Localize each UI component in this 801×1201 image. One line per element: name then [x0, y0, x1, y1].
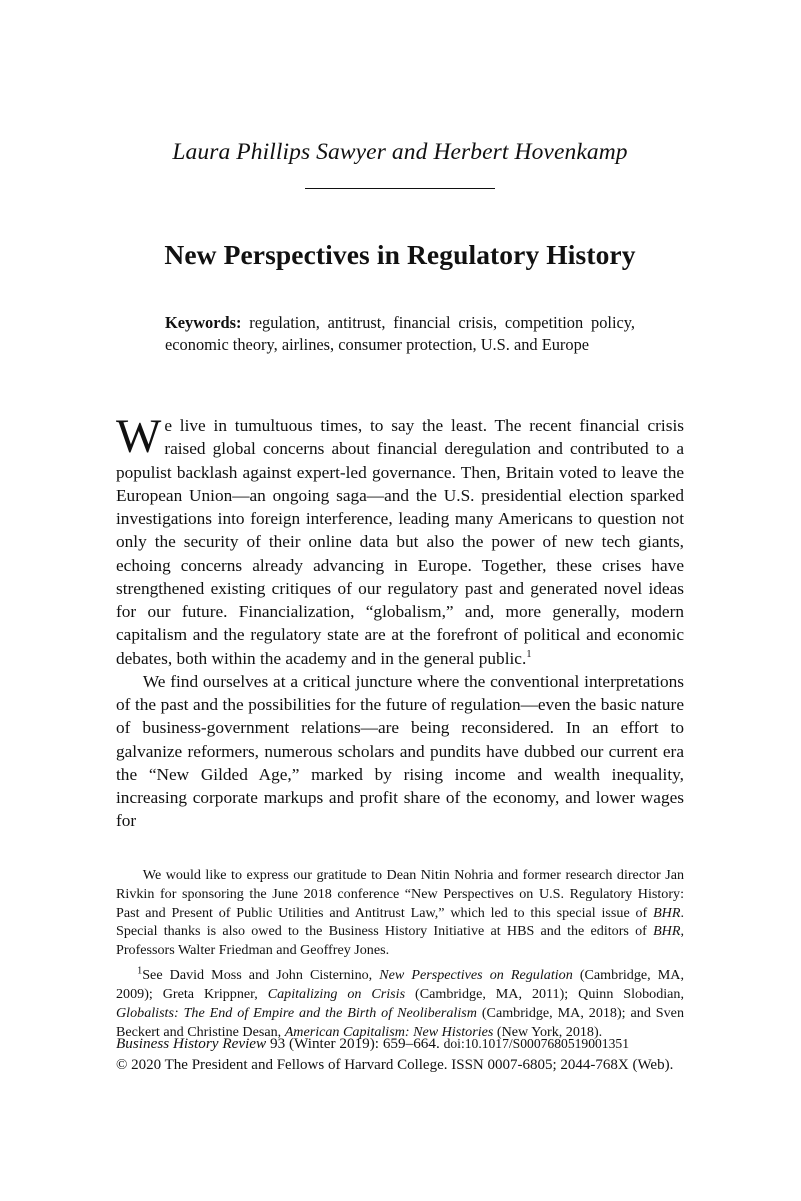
- author-byline: Laura Phillips Sawyer and Herbert Hovenkamp: [172, 139, 628, 165]
- footnote-reference-1[interactable]: 1: [526, 647, 532, 660]
- copyright-line: [116, 1055, 696, 1076]
- page-title: New Perspectives in Regulatory History: [164, 239, 636, 271]
- body-paragraph-1-text: e live in tumultuous times, to say the least. The recent financial crisis raised global concerns about financial deregulation and contributed to a populist backlash against expert-led governance. Then, Britain voted to leave the European Union—an ongoing saga—and the U.S. presidential election sparked investigations into foreign interference, leading many Americans to question not only the security of their online data but also the power of new tech giants, echoing concerns already advancing in Europe. Together, these crises have strengthened existing critiques of our regulatory past and generated novel ideas for our future. Financialization, “globalism,” and, more generally, modern capitalism and the regulatory state are at the forefront of political and economic debates, both within the academy and in the general public.: [116, 416, 684, 668]
- footnote-1-italic-3: Globalists: The End of Empire and the Birth of Neoliberalism: [116, 1004, 477, 1021]
- journal-citation-line: [116, 1034, 696, 1055]
- acknowledgment-italic-2: BHR: [653, 923, 681, 940]
- keywords-block: [165, 312, 635, 355]
- acknowledgment-text-3: , Professors Walter Friedman and Geoffrey Jones.: [116, 923, 684, 959]
- footnote-1-marker: 1: [137, 965, 143, 977]
- body-paragraph-2: We find ourselves at a critical juncture where the conventional interpretations of the past and the possibilities for the future of regulation—even the basic nature of business-government relations—are being reconsidered. In an effort to galvanize reformers, numerous scholars and pundits have dubbed our current era the “New Gilded Age,” marked by rising income and wealth inequality, increasing corporate markups and profit share of the economy, and lower wages for: [116, 671, 684, 831]
- footnote-1: [116, 966, 684, 1041]
- footnote-1-italic-4: American Capitalism: New Histories: [284, 1023, 494, 1040]
- journal-volume-pages: 93 (Winter 2019): 659–664.: [266, 1035, 444, 1052]
- footnotes-block: [116, 866, 684, 1041]
- copyright-text: 2020 The President and Fellows of Harvard College. ISSN 0007-6805; 2044-768X (Web).: [127, 1056, 674, 1073]
- footnote-1-italic-2: Capitalizing on Crisis: [267, 985, 406, 1002]
- acknowledgment-italic-1: BHR: [653, 904, 681, 921]
- footnote-1-text-2: (Cambridge, MA, 2009); Greta Krippner,: [116, 967, 684, 1002]
- drop-cap: W: [116, 410, 162, 463]
- journal-citation-footer: [116, 1034, 696, 1076]
- body-paragraph-1: [116, 410, 684, 670]
- acknowledgment-text-1: We would like to express our gratitude to Dean Nitin Nohria and former research director Jan Rivkin for sponsoring the June 2018 conference “New Perspectives on U.S. Regulatory History: Past and Present of Public Utilities and Antitrust Law,” which led to this special issue of: [116, 867, 684, 921]
- footnote-1-text-5: (New York, 2018).: [493, 1023, 603, 1040]
- title-divider-rule: [305, 188, 495, 189]
- acknowledgment-note: [116, 866, 684, 960]
- footnote-1-italic-1: New Perspectives on Regulation: [379, 967, 573, 984]
- keywords-list: regulation, antitrust, financial crisis, competition policy, economic theory, airlines, consumer protection, U.S. and Europe: [165, 313, 635, 354]
- keywords-label: Keywords:: [165, 313, 242, 332]
- footnote-1-text-4: (Cambridge, MA, 2018); and Sven Beckert and Christine Desan,: [116, 1004, 684, 1040]
- copyright-icon: ©: [116, 1056, 128, 1073]
- article-body: [116, 410, 684, 833]
- footnote-1-text-3: (Cambridge, MA, 2011); Quinn Slobodian,: [405, 985, 684, 1002]
- footnote-1-text-1: See David Moss and John Cisternino,: [142, 967, 380, 984]
- journal-name: Business History Review: [116, 1035, 267, 1052]
- doi-text: doi:10.1017/S0007680519001351: [443, 1036, 629, 1051]
- acknowledgment-text-2: . Special thanks is also owed to the Business History Initiative at HBS and the editors of: [116, 904, 684, 940]
